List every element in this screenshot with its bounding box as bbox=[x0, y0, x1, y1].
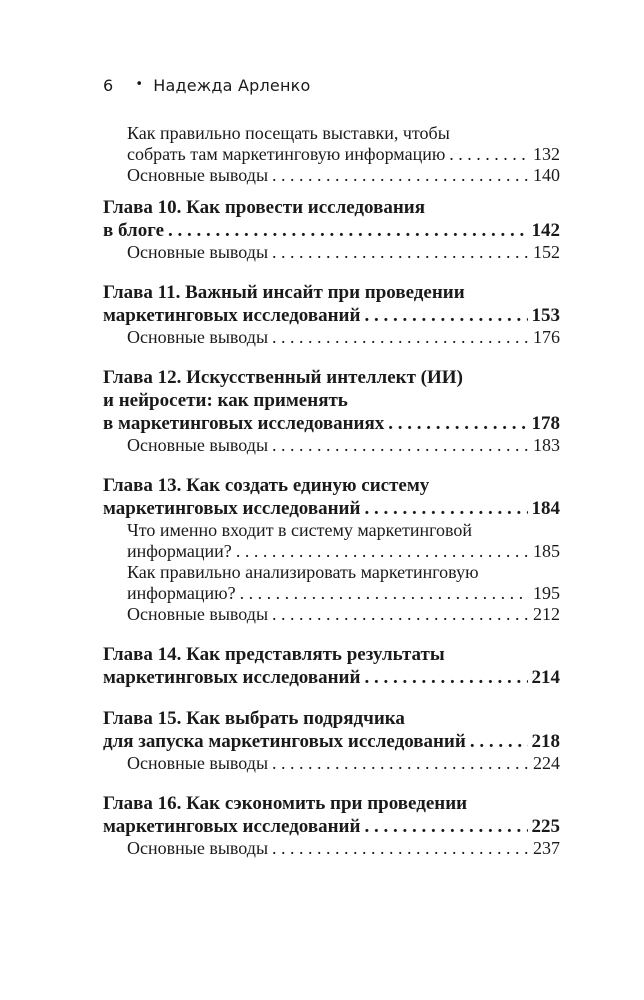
toc-entry[interactable] bbox=[103, 562, 560, 604]
page-ref: 152 bbox=[533, 242, 560, 262]
leader-dots bbox=[388, 412, 527, 435]
chapter-group bbox=[103, 707, 560, 774]
toc-summary[interactable] bbox=[103, 604, 560, 625]
leader-dots bbox=[449, 144, 529, 165]
chapter-title-line: Глава 15. Как выбрать подрядчика bbox=[103, 708, 405, 729]
toc-summary[interactable] bbox=[103, 165, 560, 186]
summary-label: Основные выводы bbox=[127, 242, 269, 262]
leader-dots bbox=[272, 165, 529, 186]
table-of-contents bbox=[103, 123, 560, 859]
leader-dots bbox=[272, 327, 529, 348]
page-ref: 237 bbox=[533, 838, 560, 858]
summary-label: Основные выводы bbox=[127, 435, 269, 455]
toc-summary[interactable] bbox=[103, 838, 560, 859]
page-ref: 176 bbox=[533, 327, 560, 347]
chapter-list bbox=[103, 196, 560, 859]
running-header bbox=[103, 76, 310, 95]
bullet-icon: • bbox=[135, 77, 144, 92]
chapter-group bbox=[103, 792, 560, 859]
chapter-title-line: Глава 11. Важный инсайт при проведении bbox=[103, 282, 465, 303]
leader-dots bbox=[236, 541, 529, 562]
page-ref: 225 bbox=[531, 816, 560, 837]
leader-dots bbox=[364, 815, 527, 838]
leader-dots bbox=[364, 666, 527, 689]
toc-summary[interactable] bbox=[103, 435, 560, 456]
page-ref: 142 bbox=[531, 220, 560, 241]
leader-dots bbox=[240, 583, 529, 604]
chapter-title-line: для запуска маркетинговых исследований bbox=[103, 731, 466, 752]
toc-summary[interactable] bbox=[103, 753, 560, 774]
summary-label: Основные выводы bbox=[127, 165, 269, 185]
chapter-heading[interactable] bbox=[103, 196, 560, 242]
page-ref: 214 bbox=[531, 667, 560, 688]
chapter-heading[interactable] bbox=[103, 792, 560, 838]
toc-entry-line: информацию? bbox=[127, 583, 236, 603]
intro-group bbox=[103, 123, 560, 186]
toc-summary[interactable] bbox=[103, 327, 560, 348]
leader-dots bbox=[364, 497, 527, 520]
chapter-heading[interactable] bbox=[103, 643, 560, 689]
toc-entry[interactable] bbox=[103, 520, 560, 562]
toc-entry-line: Как правильно анализировать маркетинговую bbox=[127, 562, 479, 582]
chapter-title-line: в маркетинговых исследованиях bbox=[103, 413, 385, 434]
toc-summary[interactable] bbox=[103, 242, 560, 263]
summary-label: Основные выводы bbox=[127, 604, 269, 624]
chapter-title-line: Глава 12. Искусственный интеллект (ИИ) bbox=[103, 367, 463, 388]
page-ref: 183 bbox=[533, 435, 560, 455]
chapter-title-line: маркетинговых исследований bbox=[103, 667, 361, 688]
leader-dots bbox=[272, 435, 529, 456]
leader-dots bbox=[272, 753, 529, 774]
chapter-title-line: Глава 10. Как провести исследования bbox=[103, 197, 425, 218]
chapter-title-line: Глава 16. Как сэкономить при проведении bbox=[103, 793, 468, 814]
toc-entry-line: собрать там маркетинговую информацию bbox=[127, 144, 446, 164]
leader-dots bbox=[364, 304, 527, 327]
leader-dots bbox=[168, 219, 527, 242]
chapter-title-line: в блоге bbox=[103, 220, 165, 241]
chapter-title-line: и нейросети: как применять bbox=[103, 390, 348, 411]
chapter-group bbox=[103, 281, 560, 348]
leader-dots bbox=[470, 730, 528, 753]
page-ref: 212 bbox=[533, 604, 560, 624]
page-ref: 195 bbox=[533, 583, 560, 603]
page-ref: 185 bbox=[533, 541, 560, 561]
toc-entry-line: информации? bbox=[127, 541, 232, 561]
chapter-heading[interactable] bbox=[103, 366, 560, 435]
page-ref: 153 bbox=[531, 305, 560, 326]
page-number: 6 bbox=[103, 76, 114, 95]
chapter-title-line: маркетинговых исследований bbox=[103, 305, 361, 326]
chapter-group bbox=[103, 474, 560, 625]
chapter-group bbox=[103, 196, 560, 263]
chapter-heading[interactable] bbox=[103, 707, 560, 753]
page-ref: 184 bbox=[531, 498, 560, 519]
chapter-group bbox=[103, 643, 560, 689]
page-ref: 218 bbox=[531, 731, 560, 752]
summary-label: Основные выводы bbox=[127, 753, 269, 773]
page-ref: 224 bbox=[533, 753, 560, 773]
leader-dots bbox=[272, 604, 529, 625]
summary-label: Основные выводы bbox=[127, 327, 269, 347]
leader-dots bbox=[272, 838, 529, 859]
chapter-title-line: Глава 14. Как представлять результаты bbox=[103, 644, 445, 665]
author-name: Надежда Арленко bbox=[153, 76, 311, 95]
leader-dots bbox=[272, 242, 529, 263]
chapter-title-line: маркетинговых исследований bbox=[103, 498, 361, 519]
chapter-heading[interactable] bbox=[103, 474, 560, 520]
toc-entry-line: Что именно входит в систему маркетинговой bbox=[127, 520, 473, 540]
toc-entry[interactable] bbox=[103, 123, 560, 165]
page-ref: 178 bbox=[531, 413, 560, 434]
chapter-group bbox=[103, 366, 560, 456]
summary-label: Основные выводы bbox=[127, 838, 269, 858]
chapter-heading[interactable] bbox=[103, 281, 560, 327]
toc-entry-line: Как правильно посещать выставки, чтобы bbox=[127, 123, 450, 143]
page-ref: 140 bbox=[533, 165, 560, 185]
chapter-title-line: Глава 13. Как создать единую систему bbox=[103, 475, 430, 496]
chapter-title-line: маркетинговых исследований bbox=[103, 816, 361, 837]
page-ref: 132 bbox=[533, 144, 560, 164]
